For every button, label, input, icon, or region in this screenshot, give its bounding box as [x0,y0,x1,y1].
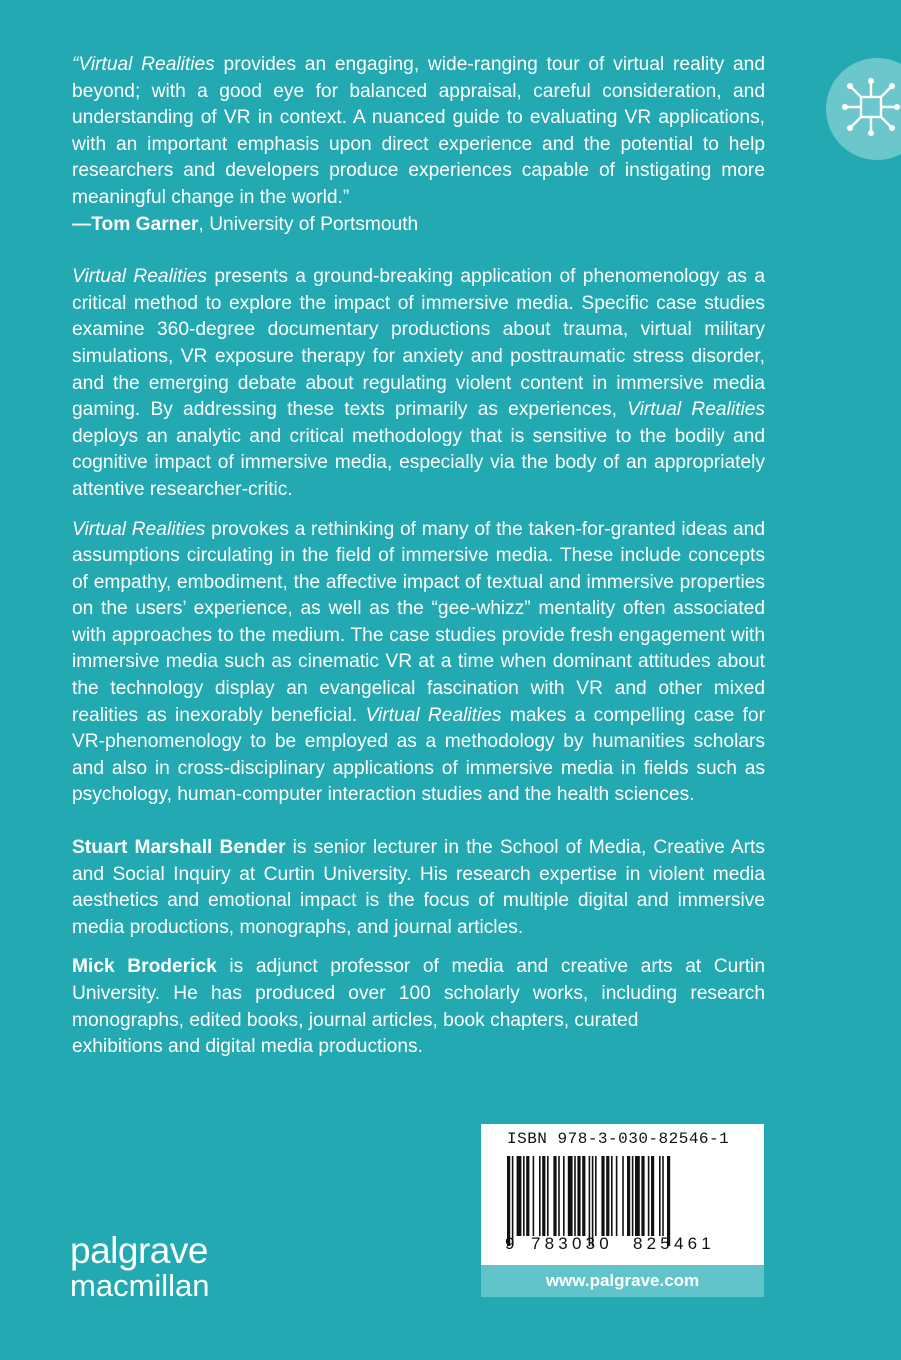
barcode-bar [632,1156,634,1236]
barcode-bar [635,1156,640,1236]
author-bio-2 [72,954,765,1060]
barcode-bar [507,1156,510,1246]
barcode-bar [553,1156,556,1236]
barcode-bar [641,1156,644,1236]
barcode-bar [595,1156,597,1236]
barcode-bar [651,1156,654,1236]
author-bio-text: is adjunct professor of media and creative arts at Curtin University. He has produced over 100 scholarly works, including research monographs, edited books, journal articles, book chapters, curated [72,956,765,1031]
book-title: “Virtual Realities [72,54,215,75]
barcode-bar [542,1156,545,1236]
barcode-bar [627,1156,630,1236]
barcode-bar [589,1156,591,1246]
isbn-label: ISBN 978-3-030-82546-1 [507,1130,730,1148]
description-text: deploys an analytic and critical methodology that is sensitive to the bodily and cognitive impact of immersive media, especially via the body of an appropriately attentive researcher-critic. [72,425,765,500]
author-bio-text: is senior lecturer in the School of Media, Creative Arts and Social Inquiry at Curtin University. His research expertise in violent media aesthetics and emotional impact is the focus of multiple digital and immersive media productions, monographs, and journal articles. [72,837,765,938]
attribution-name: —Tom Garner [72,213,199,235]
barcode-bar [523,1156,525,1236]
publisher-url: www.palgrave.com [481,1265,764,1297]
isbn-barcode [481,1124,764,1297]
barcode-bar [659,1156,661,1236]
publisher-logo [70,1232,210,1302]
barcode-bar [574,1156,576,1236]
digit-group-1: 783030 [531,1234,613,1253]
barcode-bar [526,1156,529,1236]
description-text: makes a compelling case for VR-phenomenology to be employed as a methodology by humanities scholars and also in cross-disciplinary applications of immersive media in fields such as psychology, human-computer interaction studies and the health sciences. [72,704,765,806]
description-paragraph-1 [72,264,765,503]
barcode-bar [539,1156,541,1236]
barcode-bar [512,1156,514,1246]
barcode-bar [517,1156,522,1236]
book-title: Virtual Realities [365,704,502,726]
barcode-bar [662,1156,664,1236]
barcode-bar [577,1156,580,1236]
barcode-bar [667,1156,670,1246]
book-title: Virtual Realities [72,518,206,540]
barcode-bar [611,1156,613,1236]
barcode-bar [582,1156,585,1236]
quote-text: provides an engaging, wide-ranging tour of virtual reality and beyond; with a good eye for balanced appraisal, careful consideration, and understanding of VR in context. A nuanced guide to evaluating VR applications, with an important emphasis upon direct experience and the potential to help researchers and developers produce experiences capable of instigating more meaningful change in the world.” [72,54,765,208]
description-text: presents a ground-breaking application of phenomenology as a critical method to explore the impact of immersive media. Specific case studies examine 360-degree documentary productions about trauma, virtual military simulations, VR exposure therapy for anxiety and posttraumatic stress disorder, and the emerging debate about regulating violent content in immersive media gaming. By addressing these texts primarily as experiences, [72,266,765,421]
barcode-bar [648,1156,650,1236]
barcode-bar [622,1156,624,1236]
digit-group-2: 825461 [633,1234,715,1253]
description-paragraph-2 [72,517,765,810]
author-bio-1 [72,835,765,941]
author-name: Stuart Marshall Bender [72,837,286,859]
description-text: provokes a rethinking of many of the taken-for-granted ideas and assumptions circulating in the field of immersive media. These include concepts of empathy, embodiment, the affective impact of textual and immersive properties on the users’ experience, as well as the “gee-whizz” mentality often associated with approaches to the medium. The case studies provide fresh engagement with immersive media such as cinematic VR at a time when dominant attitudes about the technology display an evangelical fascination with VR and other mixed realities as inexorably beneficial. [72,518,765,726]
barcode-bar [592,1156,594,1246]
digit-first: 9 [505,1234,515,1253]
series-logo-badge [826,58,901,160]
barcode-bar [568,1156,573,1236]
network-icon [842,78,900,136]
barcode-bar [601,1156,604,1236]
publisher-line-1: palgrave [70,1230,208,1271]
book-title: Virtual Realities [72,266,207,288]
publisher-line-2: macmillan [70,1268,210,1303]
book-title: Virtual Realities [627,399,765,421]
barcode-bar [563,1156,565,1236]
barcode-bar [558,1156,560,1236]
author-bio-text: exhibitions and digital media productions. [72,1036,423,1058]
barcode-bar [616,1156,618,1236]
cover-text [72,52,765,1061]
barcode-bar [606,1156,609,1236]
attribution-affiliation: , University of Portsmouth [198,213,419,235]
author-name: Mick Broderick [72,956,217,978]
barcode-bar [547,1156,549,1236]
barcode-bar [533,1156,535,1236]
endorsement-quote [72,52,765,238]
